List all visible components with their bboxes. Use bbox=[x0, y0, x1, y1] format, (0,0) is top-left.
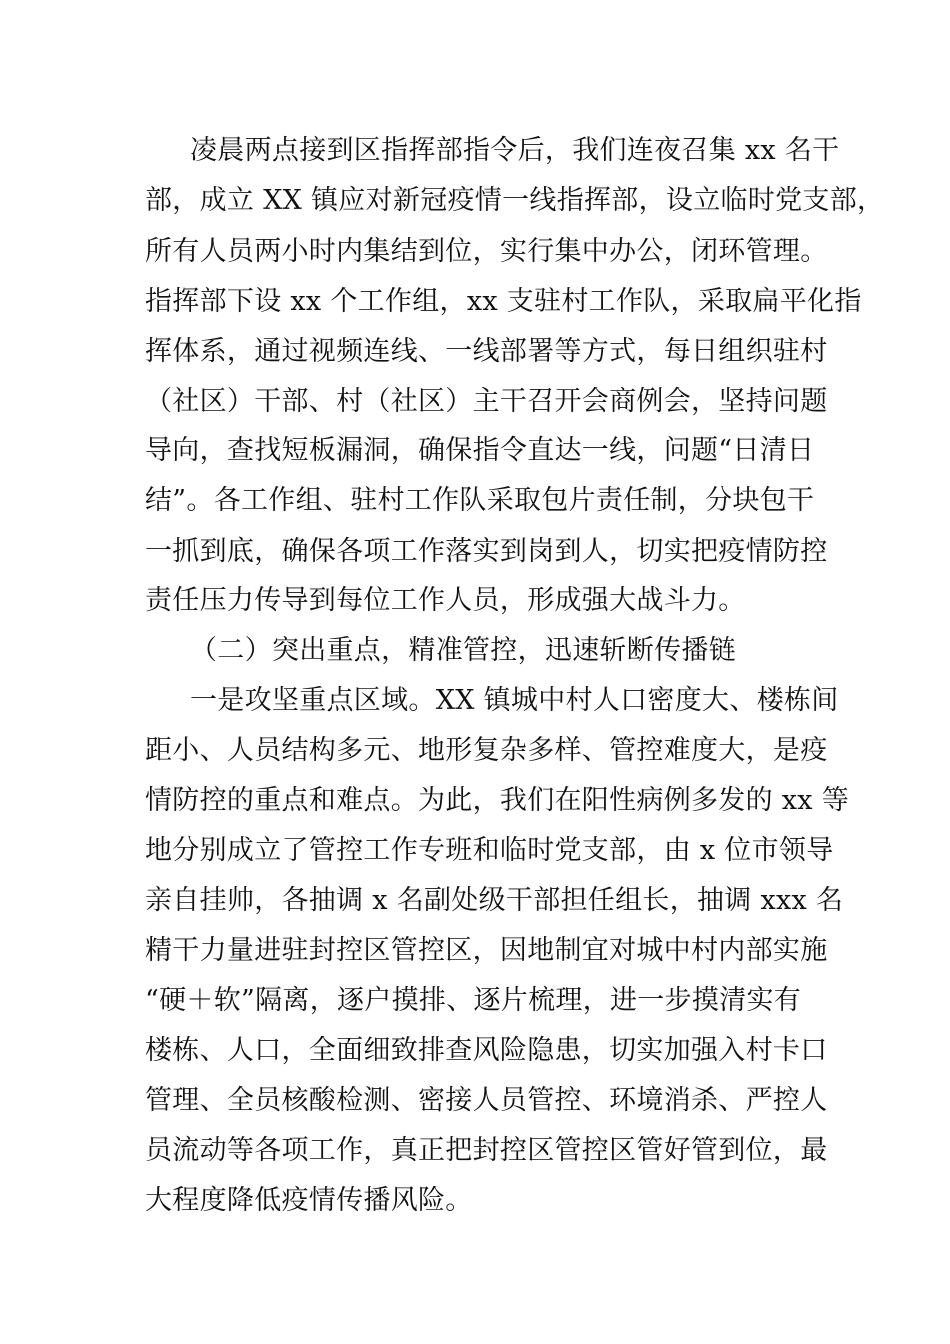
text-line-21: 员流动等各项工作，真正把封控区管控区管好管到位，最 bbox=[145, 1135, 828, 1166]
text-line-2: 部，成立 XX 镇应对新冠疫情一线指挥部，设立临时党支部， bbox=[145, 185, 885, 216]
text-line-18: “硬＋软”隔离，逐户摸排、逐片梳理，进一步摸清实有 bbox=[145, 985, 802, 1016]
text-line-10: 责任压力传导到每位工作人员，形成强大战斗力。 bbox=[145, 585, 746, 616]
text-line-20: 管理、全员核酸检测、密接人员管控、环境消杀、严控人 bbox=[145, 1085, 828, 1116]
text-line-6: （社区）干部、村（社区）主干召开会商例会，坚持问题 bbox=[145, 386, 828, 417]
section-heading: （二）突出重点，精准管控，迅速斩断传播链 bbox=[190, 635, 736, 666]
text-line-12: 一是攻坚重点区域。XX 镇城中村人口密度大、楼栋间 bbox=[190, 685, 839, 716]
text-line-13: 距小、人员结构多元、地形复杂多样、管控难度大，是疫 bbox=[145, 735, 828, 766]
text-line-8: 结”。各工作组、驻村工作队采取包片责任制，分块包干 bbox=[145, 485, 815, 516]
text-line-1: 凌晨两点接到区指挥部指令后，我们连夜召集 xx 名干 bbox=[190, 135, 840, 166]
text-line-15: 地分别成立了管控工作专班和临时党支部，由 x 位市领导 bbox=[145, 835, 834, 866]
text-line-19: 楼栋、人口，全面细致排查风险隐患，切实加强入村卡口 bbox=[145, 1035, 828, 1066]
text-line-4: 指挥部下设 xx 个工作组，xx 支驻村工作队，采取扁平化指 bbox=[145, 286, 862, 317]
text-line-17: 精干力量进驻封控区管控区，因地制宜对城中村内部实施 bbox=[145, 935, 828, 966]
text-line-22: 大程度降低疫情传播风险。 bbox=[145, 1185, 473, 1216]
text-line-3: 所有人员两小时内集结到位，实行集中办公，闭环管理。 bbox=[145, 236, 828, 267]
text-line-16: 亲自挂帅，各抽调 x 名副处级干部担任组长，抽调 xxx 名 bbox=[145, 885, 844, 916]
text-line-5: 挥体系，通过视频连线、一线部署等方式，每日组织驻村 bbox=[145, 336, 828, 367]
text-line-9: 一抓到底，确保各项工作落实到岗到人，切实把疫情防控 bbox=[145, 536, 828, 567]
text-line-14: 情防控的重点和难点。为此，我们在阳性病例多发的 xx 等 bbox=[145, 785, 850, 816]
text-line-7: 导向，查找短板漏洞，确保指令直达一线，问题“日清日 bbox=[145, 435, 815, 466]
